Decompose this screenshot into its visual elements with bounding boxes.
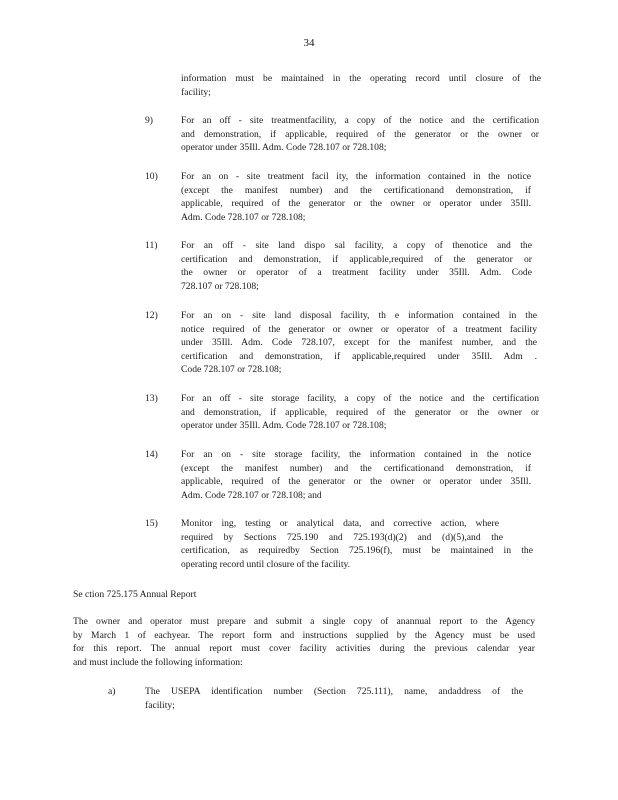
list-item-number: 11)	[145, 240, 158, 251]
text-line: applicable, required of the generator or the owner or operator under 35Ill.	[181, 476, 531, 488]
list-item-text	[181, 239, 532, 293]
text-line: facility;	[145, 699, 175, 711]
text-line: For an on - site storage facility, the information contained in the notice	[181, 449, 531, 460]
list-item-text	[181, 170, 531, 224]
text-line: facility;	[181, 86, 211, 98]
text-line: and must include the following information:	[73, 656, 243, 668]
text-line: For an off - site storage facility, a copy of the notice and the certification	[181, 393, 539, 404]
list-item-text	[181, 448, 531, 502]
text-line: operating record until closure of the facility.	[181, 558, 351, 570]
list-item-text	[181, 114, 539, 155]
text-line: For an off - site treatmentfacility, a copy of the notice and the certification	[181, 115, 539, 126]
text-line: and demonstration, if applicable, required of the generator or the owner or	[181, 128, 539, 140]
text-line: the owner or operator of a treatment facility under 35Ill. Adm. Code	[181, 267, 532, 279]
list-item-number: 9)	[145, 115, 153, 126]
list-item-number: 15)	[145, 518, 158, 529]
text-line: Monitor ing, testing or analytical data, and corrective action, where	[181, 518, 499, 529]
text-line: The owner and operator must prepare and submit a single copy of anannual report to the Agency	[73, 616, 535, 627]
body-paragraph	[73, 615, 535, 669]
text-line: 728.107 or 728.108;	[181, 280, 259, 292]
text-line: Adm. Code 728.107 or 728.108; and	[181, 489, 322, 501]
text-line: information must be maintained in the operating record until closure of the	[181, 73, 541, 84]
list-item-number: 14)	[145, 449, 158, 460]
text-line: For an on - site land disposal facility, th e information contained in the	[181, 310, 537, 321]
text-line: certification and demonstration, if applicable,required of the generator or	[181, 253, 532, 265]
sub-list-item-number: a)	[108, 686, 116, 697]
page-number: 34	[303, 37, 315, 49]
list-item-text	[181, 392, 539, 433]
sub-list-item-text	[145, 685, 523, 712]
text-line: (except the manifest number) and the certificationand demonstration, if	[181, 184, 531, 196]
text-line: applicable, required of the generator or the owner or operator under 35Ill.	[181, 198, 531, 210]
text-line: required by Sections 725.190 and 725.193(d)(2) and (d)(5),and the	[181, 531, 503, 543]
text-line: and demonstration, if applicable, required of the generator or the owner or	[181, 406, 539, 418]
text-line: by March 1 of eachyear. The report form and instructions supplied by the Agency must be used	[73, 629, 535, 641]
list-item-text	[181, 309, 537, 377]
list-item-number: 12)	[145, 310, 158, 321]
list-item-number: 13)	[145, 393, 158, 404]
continuation-text	[181, 72, 541, 99]
text-line: The USEPA identification number (Section 725.111), name, andaddress of the	[145, 686, 523, 697]
text-line: under 35Ill. Adm. Code 728.107, except for the manifest number, and the	[181, 337, 537, 349]
text-line: operator under 35Ill. Adm. Code 728.107 or 728.108;	[181, 420, 387, 432]
text-line: Code 728.107 or 728.108;	[181, 364, 282, 376]
text-line: for this report. The annual report must cover facility activities during the previous calendar year	[73, 643, 535, 655]
list-item-text	[181, 517, 533, 571]
text-line: certification and demonstration, if applicable,required under 35Ill. Adm .	[181, 350, 537, 362]
text-line: (except the manifest number) and the certificationand demonstration, if	[181, 462, 531, 474]
text-line: operator under 35Ill. Adm. Code 728.107 or 728.108;	[181, 142, 387, 154]
sub-list-item	[108, 685, 115, 699]
text-line: Adm. Code 728.107 or 728.108;	[181, 211, 306, 223]
section-heading: Se ction 725.175 Annual Report	[73, 589, 197, 600]
text-line: For an on - site treatment facil ity, the information contained in the notice	[181, 171, 531, 182]
text-line: notice required of the generator or owner or operator of a treatment facility	[181, 323, 537, 335]
list-item-number: 10)	[145, 171, 158, 182]
text-line: For an off - site land dispo sal facility, a copy of thenotice and the	[181, 240, 532, 251]
text-line: certification, as requiredby Section 725.196(f), must be maintained in the	[181, 545, 533, 557]
